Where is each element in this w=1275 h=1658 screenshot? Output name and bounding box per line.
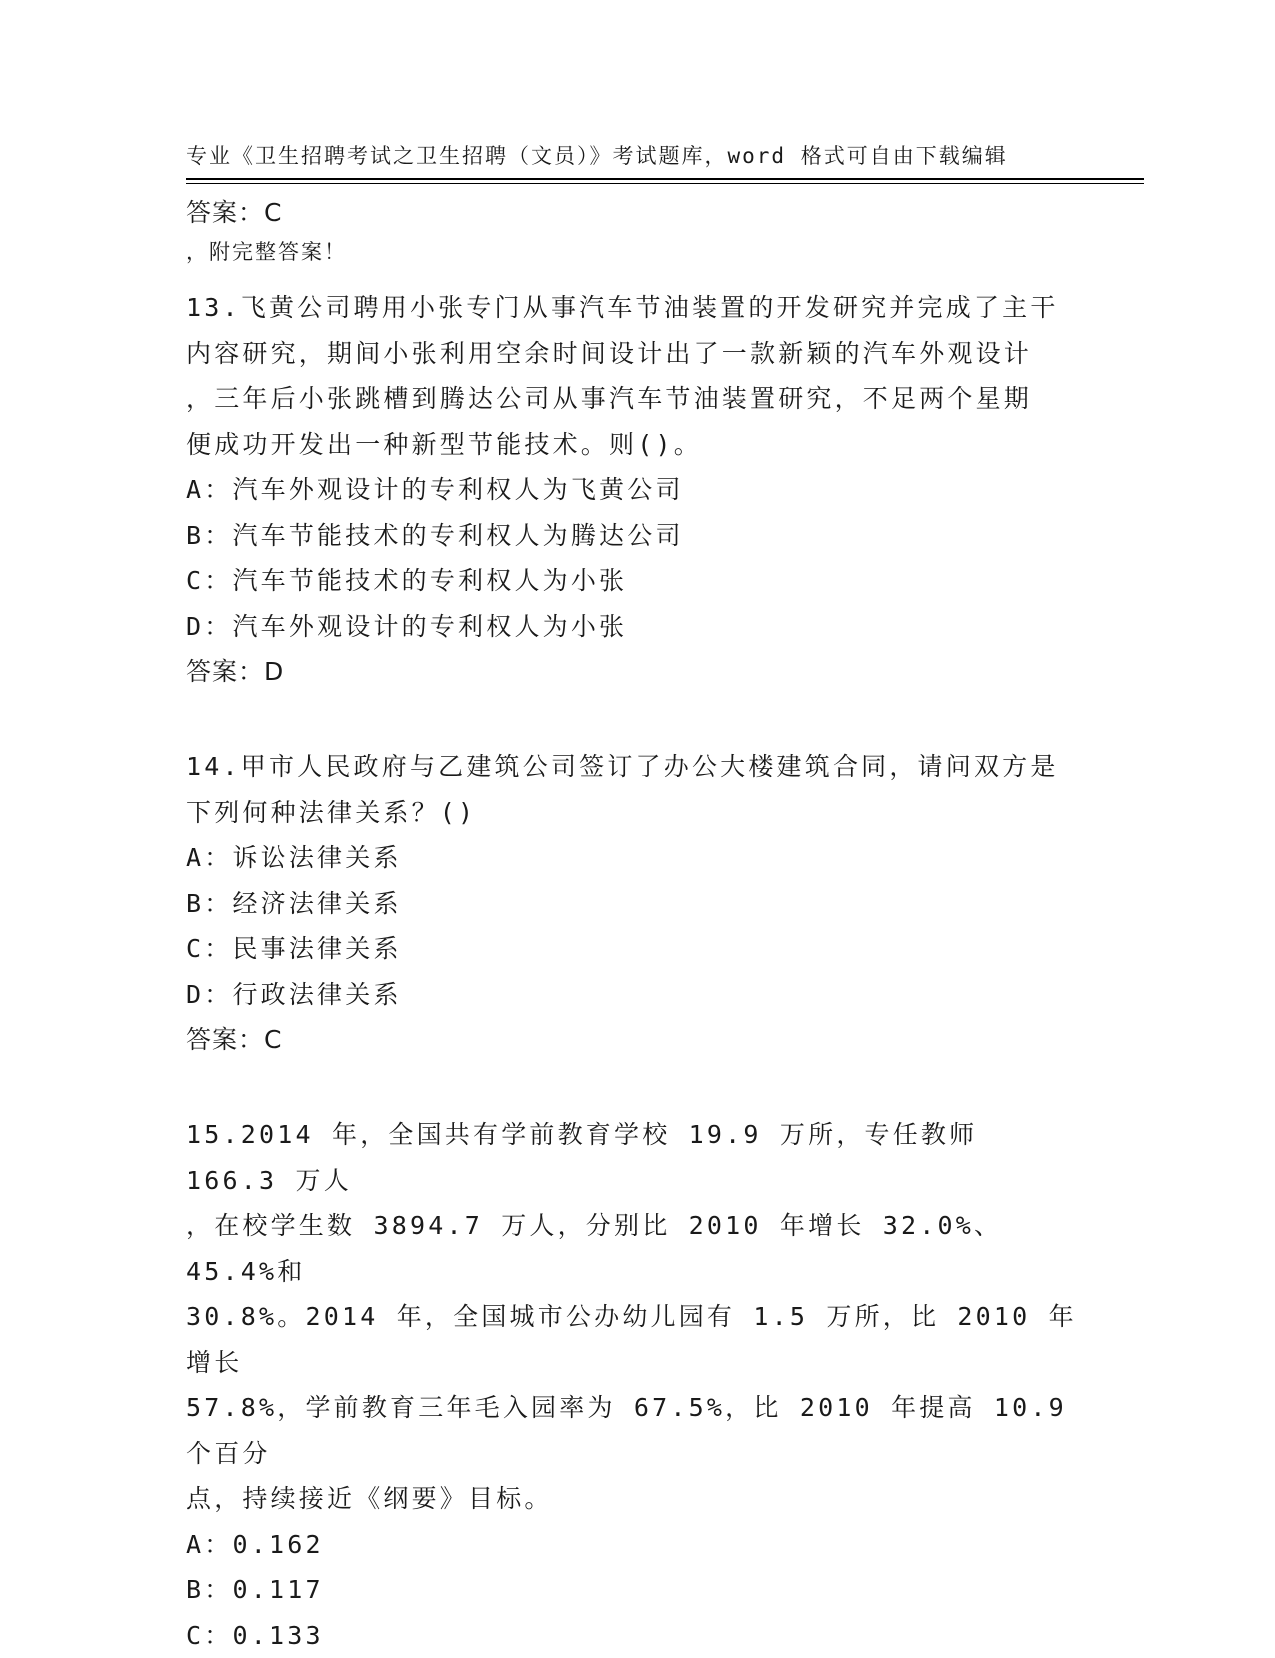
option-c: C：民事法律关系 [186,926,1086,972]
document-body [186,190,1086,1658]
option-b: B：0.117 [186,1567,1086,1613]
option-b: B：汽车节能技术的专利权人为腾达公司 [186,513,1086,559]
header-rule-thick [186,178,1144,180]
question-15 [186,1112,1086,1658]
question-14 [186,744,1086,1063]
answer-line: 答案：C [186,190,1086,236]
option-d: D：汽车外观设计的专利权人为小张 [186,604,1086,650]
option-c: C：汽车节能技术的专利权人为小张 [186,558,1086,604]
option-d: D：行政法律关系 [186,972,1086,1018]
question-text: 14.甲市人民政府与乙建筑公司签订了办公大楼建筑合同，请问双方是 下列何种法律关系？() [186,744,1086,835]
option-b: B：经济法律关系 [186,881,1086,927]
spacer [186,1063,1086,1112]
spacer [186,695,1086,744]
header-rule-thin [186,183,1144,184]
header-line-1: 专业《卫生招聘考试之卫生招聘（文员）》考试题库，word 格式可自由下载编辑 [186,140,1086,172]
question-text: 13.飞黄公司聘用小张专门从事汽车节油装置的开发研究并完成了主干 内容研究，期间小张利用空余时间设计出了一款新颖的汽车外观设计 ，三年后小张跳槽到腾达公司从事汽车节油装置研究，不足两个星期 便成功开发出一种新型节能技术。则()。 [186,285,1086,467]
header-line-2: ，附完整答案！ [186,236,1086,268]
answer-line: 答案：D [186,649,1086,695]
answer-line: 答案：C [186,1017,1086,1063]
spacer [186,236,1086,285]
option-c: C：0.133 [186,1613,1086,1658]
option-a: A：诉讼法律关系 [186,835,1086,881]
option-a: A：汽车外观设计的专利权人为飞黄公司 [186,467,1086,513]
option-a: A：0.162 [186,1522,1086,1568]
question-text: 15.2014 年，全国共有学前教育学校 19.9 万所，专任教师 166.3 万人 ，在校学生数 3894.7 万人，分别比 2010 年增长 32.0%、45.4%和 30.8%。2014 年，全国城市公办幼儿园有 1.5 万所，比 2010 年增长 57.8%，学前教育三年毛入园率为 67.5%，比 2010 年提高 10.9 个百分 点，持续接近《纲要》目标。 [186,1112,1086,1522]
question-13 [186,285,1086,695]
